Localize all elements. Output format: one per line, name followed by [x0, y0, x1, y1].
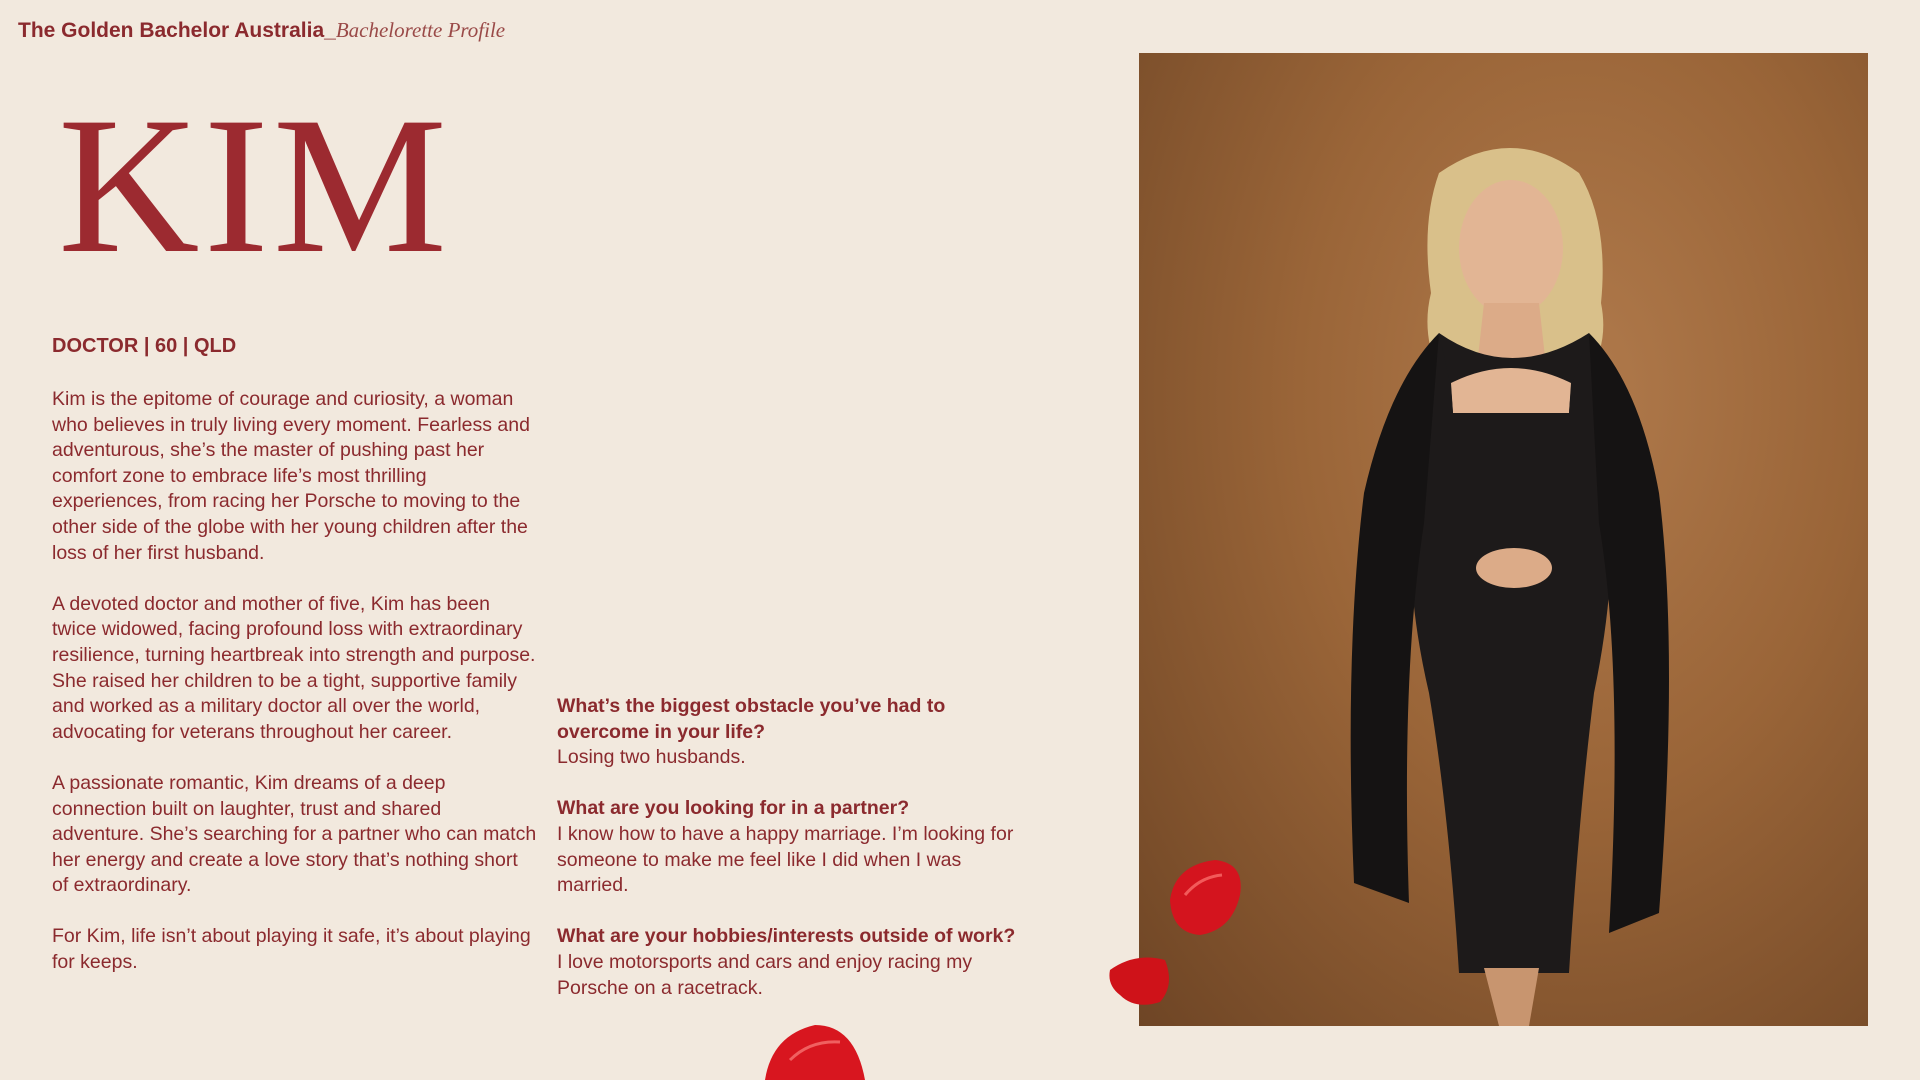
rose-petal-icon: [1105, 950, 1175, 1010]
bio-paragraph: For Kim, life isn’t about playing it safe, it’s about playing for keeps.: [52, 925, 531, 974]
header-subtitle: Bachelorette Profile: [335, 18, 506, 42]
rose-petal-icon: [760, 1020, 870, 1080]
qa-question: What are your hobbies/interests outside of work?: [557, 925, 1016, 948]
qa-section: [557, 694, 1037, 1027]
qa-question: What are you looking for in a partner?: [557, 797, 910, 820]
bio-paragraph: A passionate romantic, Kim dreams of a deep connection built on laughter, trust and shared adventure. She’s searching for a partner who can match her energy and create a love story that’s nothing short of extraordinary.: [52, 771, 537, 897]
qa-answer: Losing two husbands.: [557, 746, 746, 769]
bio-paragraph: A devoted doctor and mother of five, Kim has been twice widowed, facing profound loss with extraordinary resilience, turning heartbreak into strength and purpose. She raised her children to be a tight, supportive family and worked as a military doctor all over the world, advocating for veterans throughout her career.: [52, 592, 536, 743]
qa-item: [557, 694, 1037, 771]
qa-answer: I love motorsports and cars and enjoy racing my Porsche on a racetrack.: [557, 950, 973, 999]
profile-meta: DOCTOR | 60 | QLD: [52, 335, 237, 357]
bio-paragraph: Kim is the epitome of courage and curiosity, a woman who believes in truly living every moment. Fearless and adventurous, she’s the master of pushing past her comfort zone to embrace life’s most thrilling experiences, from racing her Porsche to moving to the other side of the globe with her young children after the loss of her first husband.: [52, 388, 530, 564]
profile-bio: [52, 387, 537, 1001]
qa-item: [557, 924, 1037, 1001]
rose-petal-icon: [1160, 855, 1250, 940]
qa-question: What’s the biggest obstacle you’ve had to overcome in your life?: [557, 695, 946, 743]
qa-answer: I know how to have a happy marriage. I’m looking for someone to make me feel like I did when I was married.: [557, 822, 1014, 897]
profile-name: KIM: [58, 77, 452, 294]
page-header: [18, 18, 505, 43]
qa-item: [557, 796, 1037, 898]
show-title: The Golden Bachelor Australia_: [18, 19, 336, 42]
